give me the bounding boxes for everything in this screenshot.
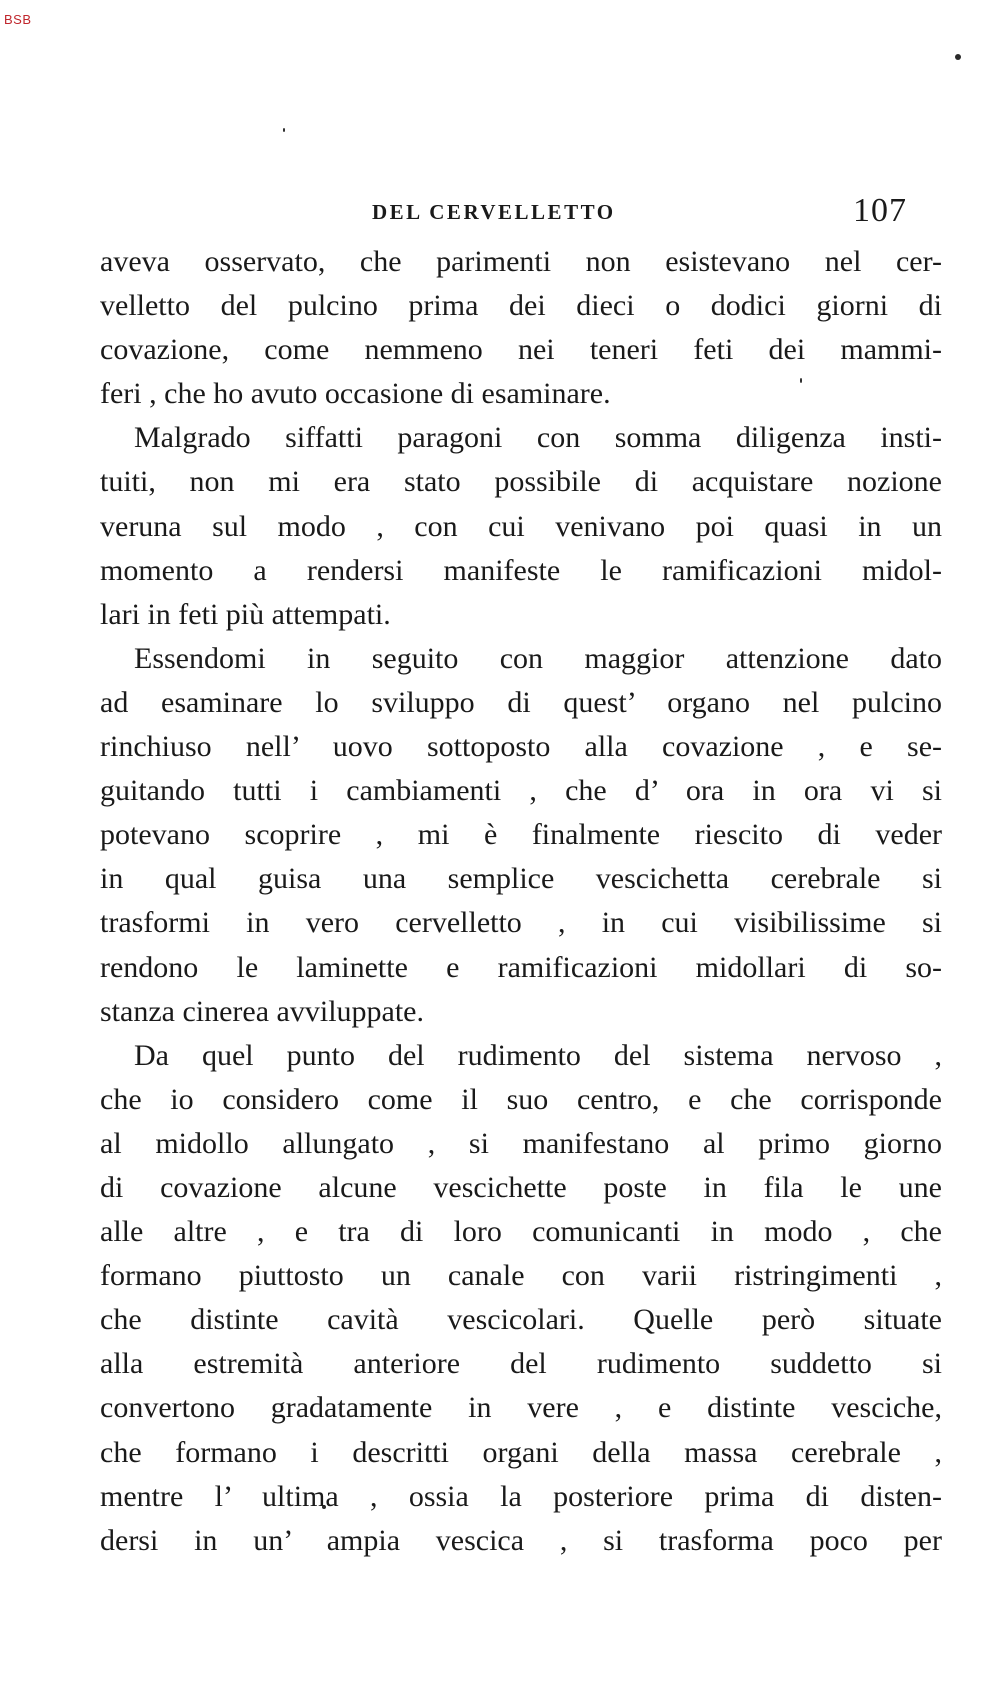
text-line: ad esaminare lo sviluppo di quest’ organo nel pulcino — [100, 685, 942, 719]
text-line: Da quel punto del rudimento del sistema nervoso , — [134, 1038, 942, 1072]
page-number: 107 — [853, 192, 907, 229]
text-line: convertono gradatamente in vere , e distinte vesciche, — [100, 1391, 942, 1425]
text-line: lari in feti più attempati. — [100, 597, 391, 631]
text-line: dersi in un’ ampia vescica , si trasforma poco per — [100, 1523, 942, 1557]
print-speck — [283, 128, 285, 132]
text-line: di covazione alcune vescichette poste in fila le une — [100, 1170, 942, 1204]
text-line: stanza cinerea avviluppate. — [100, 994, 424, 1028]
text-line: al midollo allungato , si manifestano al primo giorno — [100, 1126, 942, 1160]
running-title: DEL CERVELLETTO — [372, 200, 616, 224]
text-line: che io considero come il suo centro, e che corrisponde — [100, 1082, 942, 1116]
text-body — [100, 240, 942, 1563]
library-stamp: BSB — [4, 12, 32, 27]
text-line: alla estremità anteriore del rudimento suddetto si — [100, 1347, 942, 1381]
text-line: alle altre , e tra di loro comunicanti in modo , che — [100, 1215, 942, 1249]
text-line: mentre l’ ultima , ossia la posteriore prima di disten- — [100, 1479, 942, 1513]
text-line: guitando tutti i cambiamenti , che d’ ora in ora vi si — [100, 774, 942, 808]
text-line: rinchiuso nell’ uovo sottoposto alla covazione , e se- — [100, 730, 942, 764]
text-line: velletto del pulcino prima dei dieci o dodici giorni di — [100, 289, 942, 323]
text-line: veruna sul modo , con cui venivano poi quasi in un — [100, 509, 942, 543]
text-line: potevano scoprire , mi è finalmente riescito di veder — [100, 818, 942, 852]
text-line: tuiti, non mi era stato possibile di acquistare nozione — [100, 465, 942, 499]
text-line: momento a rendersi manifeste le ramificazioni midol- — [100, 553, 942, 587]
text-line: Essendomi in seguito con maggior attenzione dato — [134, 641, 942, 675]
text-line: covazione, come nemmeno nei teneri feti dei mammi- — [100, 333, 942, 367]
text-line: che formano i descritti organi della massa cerebrale , — [100, 1435, 942, 1469]
text-line: rendono le laminette e ramificazioni midollari di so- — [100, 950, 942, 984]
running-head — [0, 192, 1000, 232]
text-line: aveva osservato, che parimenti non esistevano nel cer- — [100, 245, 942, 278]
text-line: Malgrado siffatti paragoni con somma diligenza insti- — [134, 421, 942, 455]
text-line: feri , che ho avuto occasione di esaminare. — [100, 377, 611, 411]
text-line: formano piuttosto un canale con varii ristringimenti , — [100, 1259, 942, 1293]
text-line: trasformi in vero cervelletto , in cui visibilissime si — [100, 906, 942, 940]
text-line: in qual guisa una semplice vescichetta cerebrale si — [100, 862, 942, 896]
print-speck — [955, 54, 961, 60]
text-line: che distinte cavità vescicolari. Quelle però situate — [100, 1303, 942, 1337]
